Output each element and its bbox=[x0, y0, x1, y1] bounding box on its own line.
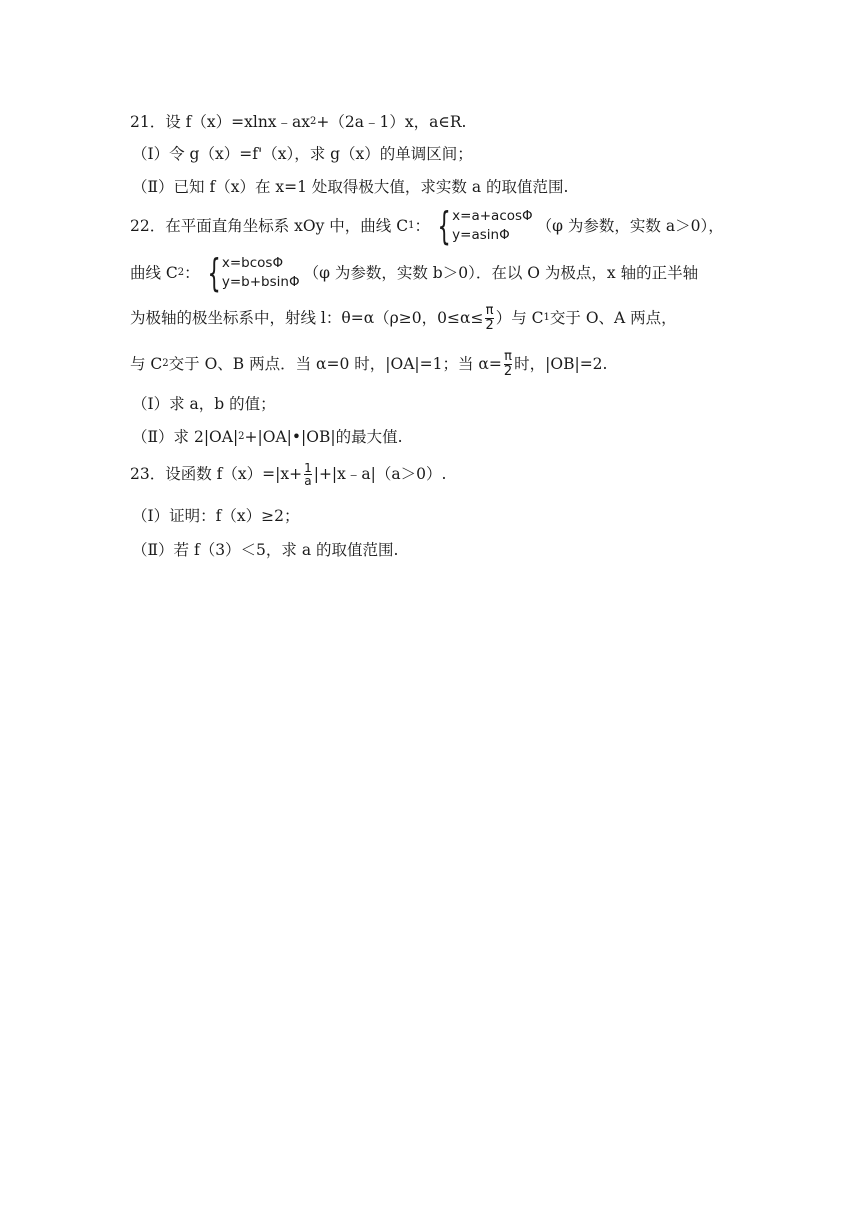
pi-over-2-fraction: $\frac{\pi}{2}$ bbox=[485, 302, 494, 333]
q23-title: 23．设函数 f（x）=|x+ $\frac{1}{a}$ |+|x﹣a|（a＞0）. bbox=[130, 460, 447, 488]
q22-line1: 22．在平面直角坐标系 xOy 中，曲线 C 1 ： { x=a+acosΦ y=asinΦ （φ 为参数，实数 a＞0）， bbox=[130, 204, 724, 248]
q21-part2: （Ⅱ）已知 f（x）在 x=1 处取得极大值，求实数 a 的取值范围. bbox=[132, 178, 569, 196]
one-over-a-fraction: $\frac{1}{a}$ bbox=[304, 460, 312, 488]
q21-exponent: 2 bbox=[310, 116, 317, 127]
c2-eq-x: x=bcosΦ bbox=[221, 255, 284, 271]
pi-over-2-fraction: $\frac{\pi}{2}$ bbox=[503, 348, 513, 379]
c2-eq-y: y=b+bsinΦ bbox=[221, 274, 300, 290]
q22-part1: （Ⅰ）求 a，b 的值； bbox=[132, 395, 276, 413]
left-brace-icon: { bbox=[437, 204, 451, 248]
q22-line2: 曲线 C 2 ： { x=bcosΦ y=b+bsinΦ （φ 为参数，实数 b＞0）．在以 O 为极点，x 轴的正半轴 bbox=[130, 251, 699, 295]
c1-eq-y: y=asinΦ bbox=[452, 227, 510, 243]
q23-part1: （Ⅰ）证明：f（x）≥2； bbox=[132, 507, 300, 525]
q23-part2: （Ⅱ）若 f（3）＜5，求 a 的取值范围. bbox=[132, 541, 399, 559]
q21-title: 21．设 f（x）=xlnx﹣ax 2 +（2a﹣1）x，a∈R. bbox=[130, 113, 467, 131]
q22-part2: （Ⅱ）求 2|OA| 2 +|OA|•|OB|的最大值. bbox=[132, 428, 403, 446]
c1-equation-system bbox=[432, 204, 533, 248]
q21-part1: （Ⅰ）令 g（x）=f'（x），求 g（x）的单调区间； bbox=[132, 145, 473, 163]
q22-line4: 与 C 2 交于 O、B 两点．当 α=0 时，|OA|=1；当 α= $\frac{\pi}{2}$ 时，|OB|=2. bbox=[130, 348, 608, 379]
q22-line3: 为极轴的极坐标系中，射线 l：θ=α（ρ≥0，0≤α≤ $\frac{\pi}{2}$ ）与 C 1 交于 O、A 两点， bbox=[130, 302, 677, 333]
left-brace-icon: { bbox=[207, 251, 221, 295]
c1-eq-x: x=a+acosΦ bbox=[452, 208, 533, 224]
c2-equation-system bbox=[202, 251, 300, 295]
